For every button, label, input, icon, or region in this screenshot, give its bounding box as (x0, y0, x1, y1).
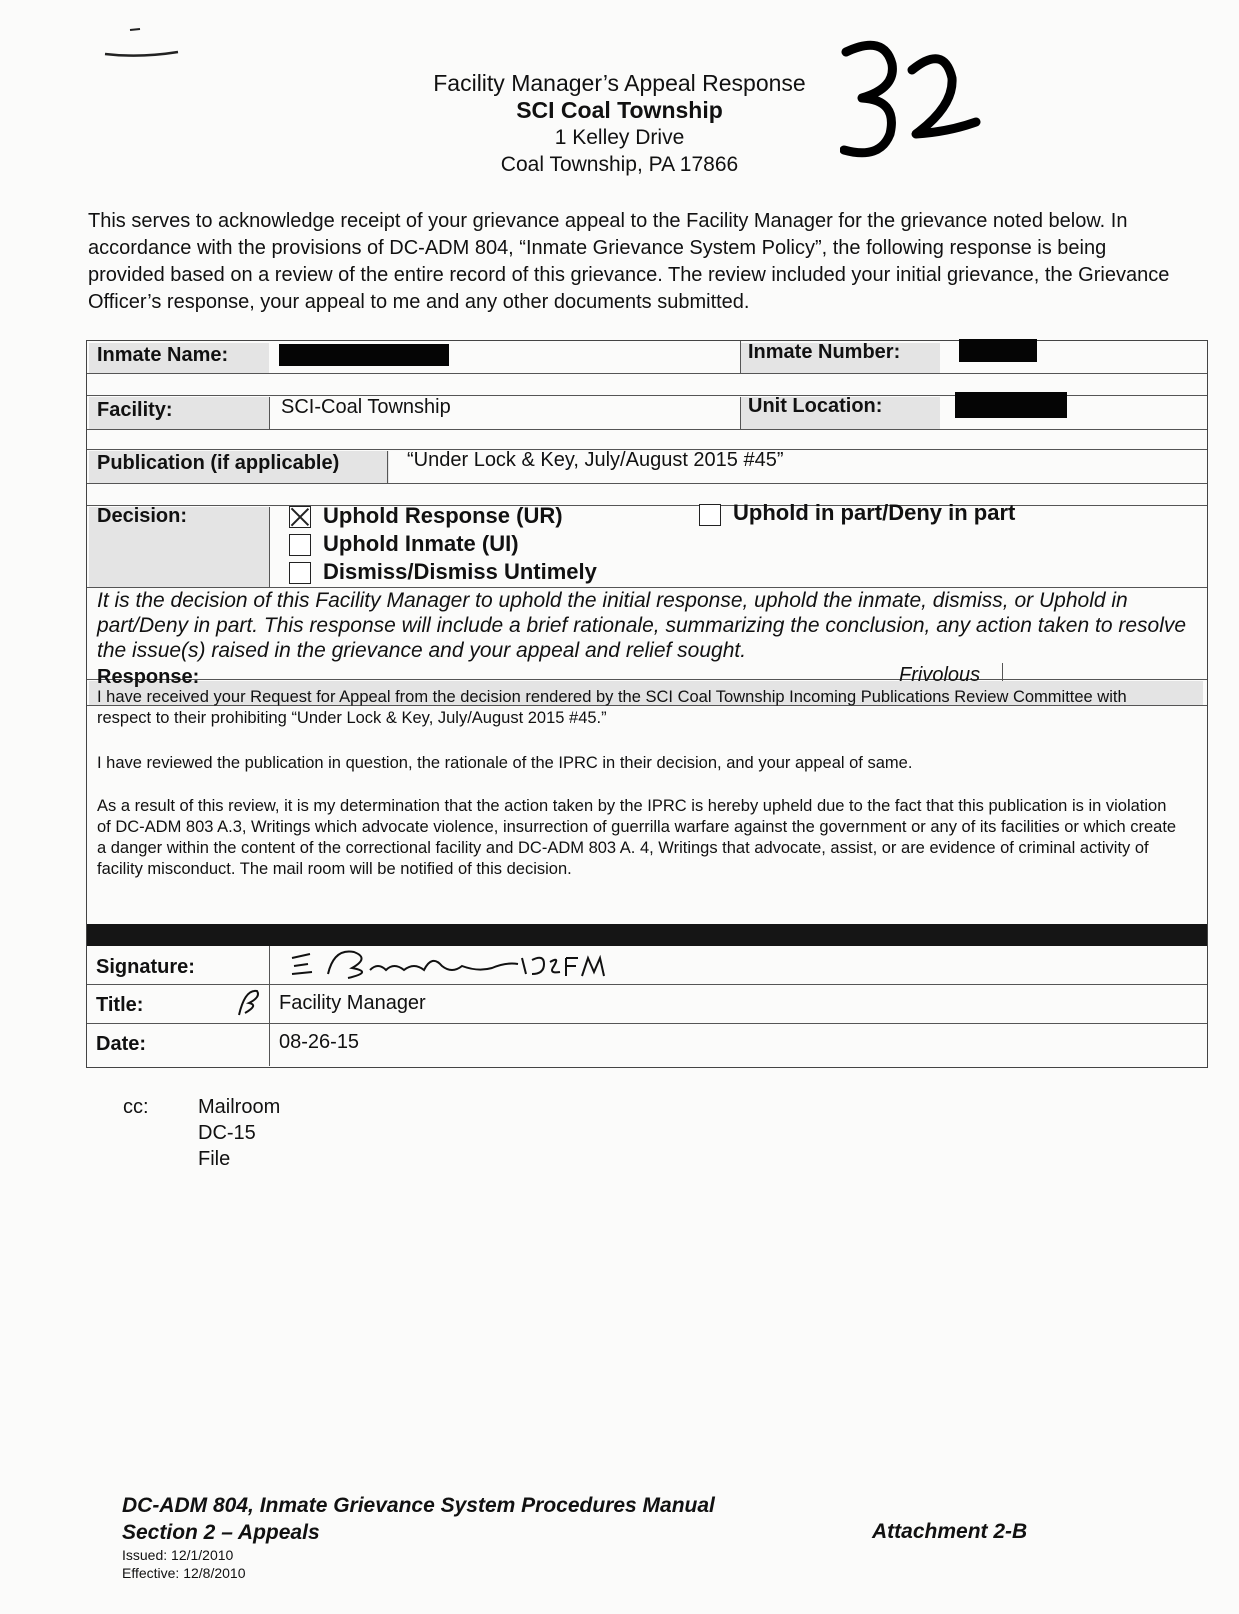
option-dismiss: Dismiss/Dismiss Untimely (323, 559, 597, 584)
publication-value: “Under Lock & Key, July/August 2015 #45” (407, 449, 784, 471)
option-uphold-in-part: Uphold in part/Deny in part (733, 500, 1016, 525)
street-address: 1 Kelley Drive (554, 126, 685, 149)
inmate-name-label: Inmate Name: (97, 344, 229, 366)
redacted-inmate-name (279, 344, 449, 366)
checkbox-uphold-in-part[interactable] (699, 504, 721, 526)
pen-mark (100, 22, 190, 67)
document-title: Facility Manager’s Appeal Response (433, 70, 806, 96)
cc-label: cc: (123, 1096, 149, 1118)
option-uphold-inmate: Uphold Inmate (UI) (323, 531, 519, 556)
unit-location-label: Unit Location: (748, 395, 883, 417)
initials-mark (235, 985, 265, 1024)
inmate-number-label: Inmate Number: (748, 341, 901, 363)
intro-paragraph: This serves to acknowledge receipt of your grievance appeal to the Facility Manager for the grievance noted below. In accordance with the provisions of DC-ADM 804, “Inmate Grievance System Policy”, the following response is being provided based on a review of the entire record of this grievance. The review included your initial grievance, the Grievance Officer’s response, your appeal to me and any other documents submitted. (88, 210, 1170, 313)
response-paragraph-1: I have received your Request for Appeal from the decision rendered by the SCI Coal Township Incoming Publications Review Committee with respect to their prohibiting “Under Lock & Key, July/August 2015 #45.” (97, 688, 1127, 727)
title-value: Facility Manager (279, 992, 426, 1014)
footer-issued: Issued: 12/1/2010 (122, 1547, 234, 1563)
date-label: Date: (96, 1033, 147, 1055)
cc-list (198, 1094, 280, 1172)
redacted-inmate-number (959, 339, 1037, 362)
facility-value: SCI-Coal Township (281, 396, 451, 418)
response-paragraph-3: As a result of this review, it is my determination that the action taken by the IPRC is hereby upheld due to the fact that this publication is in violation of DC-ADM 803 A.3, Writings which advocate violence, insurrection of guerrilla warfare against the government or any of its facilities or which create a danger within the content of the correctional facility and DC-ADM 803 A. 4, Writings that advocate, assist, or are evidence of criminal activity of facility misconduct. The mail room will be notified of this decision. (97, 797, 1177, 878)
option-uphold-response: Uphold Response (UR) (323, 503, 563, 528)
checkbox-dismiss[interactable] (289, 562, 311, 584)
decision-label: Decision: (97, 505, 188, 527)
publication-label: Publication (if applicable) (97, 452, 340, 474)
attachment-label: Attachment 2-B (872, 1520, 1028, 1543)
city-state-zip: Coal Township, PA 17866 (500, 153, 739, 176)
response-label: Response: (97, 666, 200, 688)
facility-label: Facility: (97, 399, 173, 421)
footer-section: Section 2 – Appeals (122, 1521, 320, 1544)
cc-recipient: File (198, 1148, 231, 1170)
decision-instructions: It is the decision of this Facility Manager to uphold the initial response, uphold the inmate, dismiss, or Uphold in part/Deny in part. This response will include a brief rationale, summarizing the conclusion, any action taken to resolve the issue(s) raised in the grievance and your appeal and relief sought. (97, 589, 1187, 662)
facility-name: SCI Coal Township (516, 97, 723, 123)
footer-manual-block (122, 1492, 715, 1582)
date-value: 08-26-15 (279, 1031, 360, 1053)
appeal-form (86, 340, 1208, 1068)
title-label: Title: (96, 994, 144, 1016)
frivolous-label: Frivolous (899, 664, 981, 686)
signature-label: Signature: (96, 956, 195, 978)
footer-effective: Effective: 12/8/2010 (122, 1565, 246, 1581)
handwritten-signature (282, 944, 622, 989)
redacted-unit-location (955, 392, 1067, 418)
response-paragraph-2: I have reviewed the publication in question, the rationale of the IPRC in their decision, and your appeal of same. (97, 754, 913, 772)
checkbox-uphold-response[interactable] (289, 506, 311, 528)
letterhead (0, 70, 1239, 178)
checkbox-uphold-inmate[interactable] (289, 534, 311, 556)
footer-manual: DC-ADM 804, Inmate Grievance System Procedures Manual (122, 1494, 715, 1517)
cc-recipient: Mailroom (198, 1096, 281, 1118)
cc-recipient: DC-15 (198, 1122, 256, 1144)
